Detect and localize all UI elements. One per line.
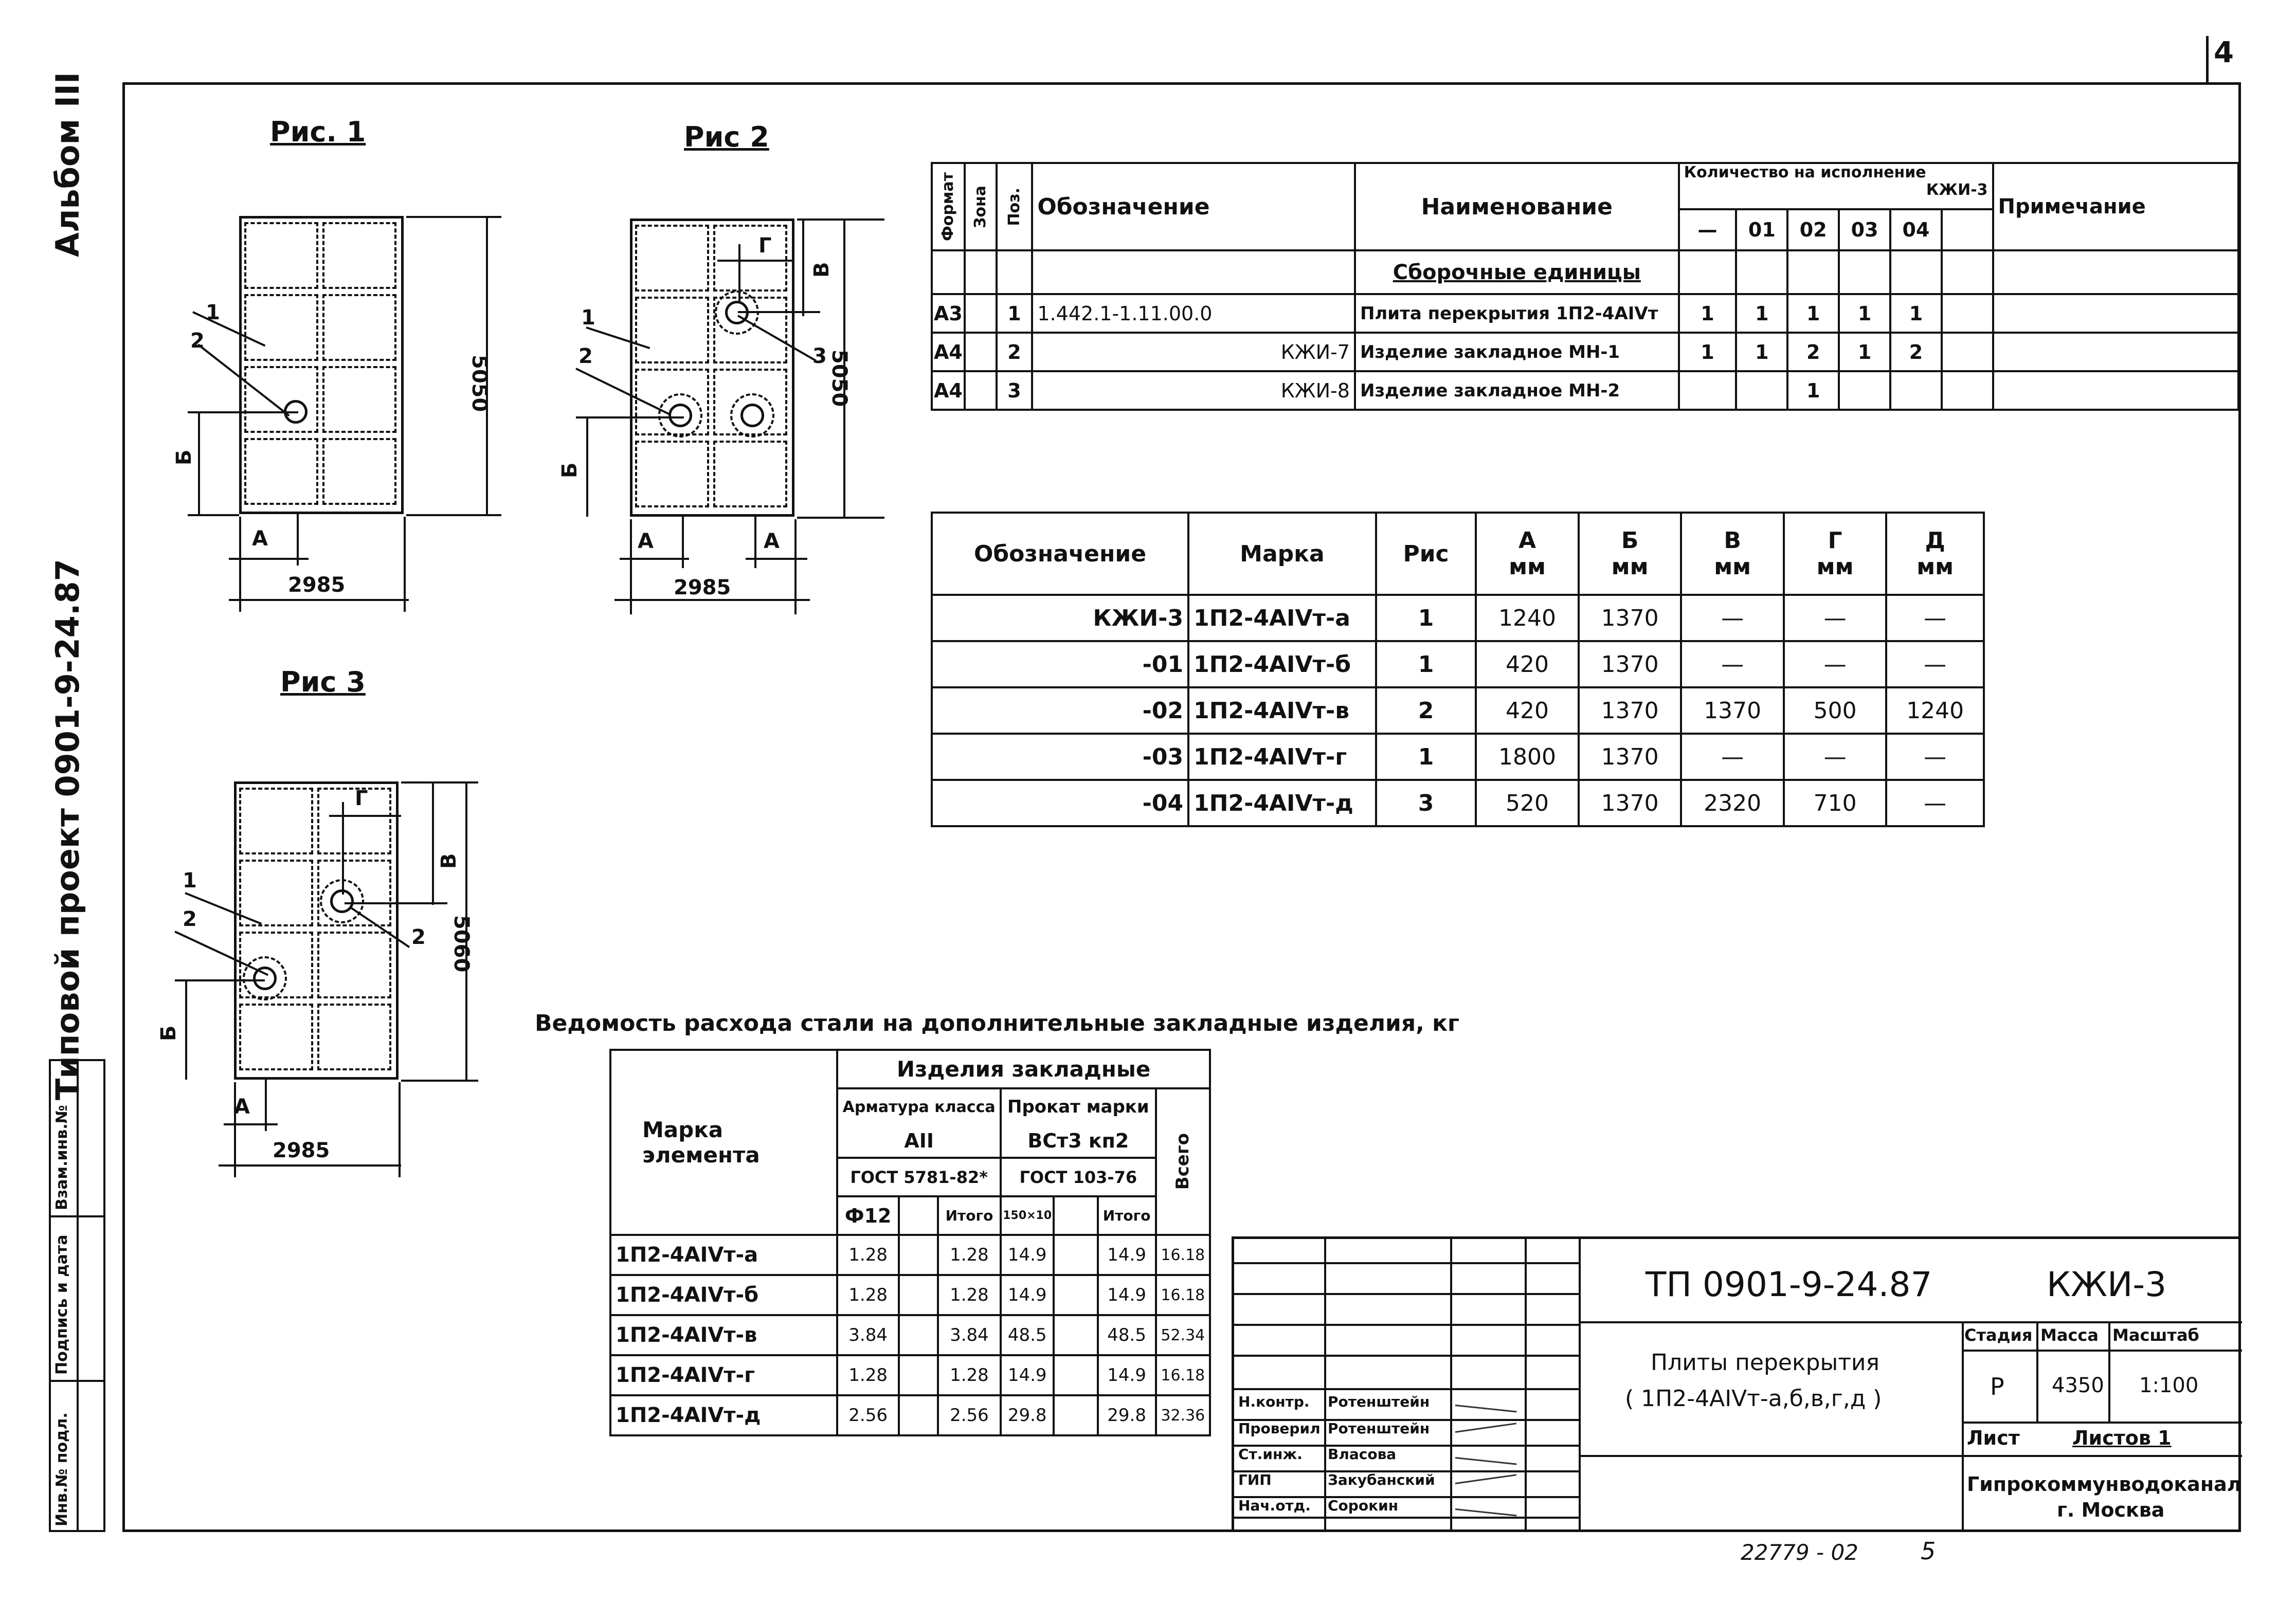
steel-marka: 1П2-4АIVт-г bbox=[610, 1355, 837, 1395]
spec-zone bbox=[965, 294, 997, 333]
dims-g: — bbox=[1784, 595, 1886, 641]
steel-marka: 1П2-4АIVт-б bbox=[610, 1275, 837, 1315]
figure-2-pos-1: 1 bbox=[581, 306, 595, 330]
steel-table bbox=[609, 1049, 1211, 1436]
dims-ris: 1 bbox=[1376, 641, 1476, 687]
figure-1-cell bbox=[322, 366, 396, 433]
sheet-number: 4 bbox=[2214, 36, 2234, 69]
figure-2-embed-left bbox=[668, 404, 692, 427]
dims-v: — bbox=[1681, 641, 1784, 687]
figure-3-dim-b: Б bbox=[157, 1025, 180, 1041]
spec-h-pos: Поз. bbox=[1005, 187, 1024, 226]
spec-h-zone: Зона bbox=[971, 185, 990, 228]
steel-title: Ведомость расхода стали на дополнительные закладные изделия, кг bbox=[535, 1010, 1460, 1036]
steel-marka: 1П2-4АIVт-а bbox=[610, 1235, 837, 1275]
spec-h-naim: Наименование bbox=[1355, 163, 1679, 250]
table-row bbox=[932, 734, 1984, 780]
figure-2-pos-2: 2 bbox=[578, 344, 593, 368]
spec-h-02: 02 bbox=[1787, 209, 1839, 250]
tb-mass: 4350 bbox=[2052, 1374, 2104, 1397]
dims-a: 520 bbox=[1476, 780, 1579, 826]
tb-name-2: ( 1П2-4АIVт-а,б,в,г,д ) bbox=[1625, 1386, 1882, 1412]
table-row bbox=[610, 1275, 1210, 1315]
figure-2-dim-v: В bbox=[810, 262, 834, 278]
table-row bbox=[932, 333, 2238, 371]
dims-v: — bbox=[1681, 595, 1784, 641]
spec-qty: 1 bbox=[1787, 294, 1839, 333]
figure-1-cell bbox=[244, 294, 318, 361]
figure-2-dim-a2: А bbox=[764, 530, 780, 553]
figure-1-width: 2985 bbox=[288, 573, 346, 597]
tb-person: Закубанский bbox=[1328, 1471, 1435, 1488]
spec-h-prim: Примечание bbox=[1993, 163, 2238, 250]
figure-1-pos-2: 2 bbox=[190, 329, 205, 353]
steel-h-arm-cls: АII bbox=[837, 1124, 1001, 1158]
dims-ris: 1 bbox=[1376, 734, 1476, 780]
figure-3-height: 5060 bbox=[449, 915, 473, 973]
dims-oboz: КЖИ-3 bbox=[932, 595, 1188, 641]
tb-person: Ротенштейн bbox=[1328, 1393, 1430, 1410]
signature-mark bbox=[1455, 1423, 1516, 1433]
figure-1-title: Рис. 1 bbox=[270, 116, 366, 148]
dims-unit-a: мм bbox=[1509, 554, 1546, 580]
steel-prokat: 48.5 bbox=[1001, 1315, 1054, 1355]
dims-marka: 1П2-4АIVт-д bbox=[1188, 780, 1376, 826]
steel-f12: 1.28 bbox=[837, 1355, 899, 1395]
spec-qty-empty bbox=[1942, 371, 1993, 410]
dims-oboz: -03 bbox=[932, 734, 1188, 780]
dims-unit-d: мм bbox=[1917, 554, 1954, 580]
dims-marka: 1П2-4АIVт-а bbox=[1188, 595, 1376, 641]
table-row bbox=[610, 1355, 1210, 1395]
figure-2-pos-3: 3 bbox=[812, 344, 827, 368]
spec-pos: 1 bbox=[997, 294, 1033, 333]
figure-2-embed-right bbox=[740, 404, 764, 427]
dims-v: — bbox=[1681, 734, 1784, 780]
dims-oboz: -01 bbox=[932, 641, 1188, 687]
steel-empty bbox=[1054, 1355, 1097, 1395]
figure-2-cell bbox=[635, 297, 709, 363]
stamp-podpis: Подпись и дата bbox=[53, 1234, 71, 1375]
tb-role: Нач.отд. bbox=[1238, 1497, 1311, 1514]
spec-qty: 1 bbox=[1787, 371, 1839, 410]
dims-b: 1370 bbox=[1579, 687, 1682, 734]
album-label: Альбом III bbox=[49, 72, 86, 257]
spec-naim: Изделие закладное МН-1 bbox=[1355, 333, 1679, 371]
steel-marka: 1П2-4АIVт-д bbox=[610, 1395, 837, 1435]
tb-role: ГИП bbox=[1238, 1471, 1272, 1488]
steel-h-f12: Ф12 bbox=[837, 1196, 899, 1235]
tb-h-list: Лист bbox=[1967, 1427, 2020, 1449]
spec-zone bbox=[965, 333, 997, 371]
stamp-inv: Инв.№ подл. bbox=[53, 1412, 71, 1526]
table-row bbox=[610, 1315, 1210, 1355]
tb-scale: 1:100 bbox=[2139, 1374, 2199, 1397]
dims-unit-b: мм bbox=[1611, 554, 1649, 580]
dims-h-a: А bbox=[1518, 527, 1536, 554]
table-row bbox=[610, 1235, 1210, 1275]
dims-b: 1370 bbox=[1579, 641, 1682, 687]
spec-h-dash: — bbox=[1679, 209, 1737, 250]
steel-empty bbox=[899, 1235, 938, 1275]
steel-itogo2: 29.8 bbox=[1098, 1395, 1156, 1435]
dims-a: 420 bbox=[1476, 641, 1579, 687]
steel-itogo: 3.84 bbox=[938, 1315, 1001, 1355]
steel-h-vsego: Всего bbox=[1172, 1133, 1194, 1190]
spec-qty: 1 bbox=[1736, 294, 1787, 333]
tb-person: Ротенштейн bbox=[1328, 1420, 1430, 1437]
steel-itogo2: 14.9 bbox=[1098, 1235, 1156, 1275]
dims-ris: 2 bbox=[1376, 687, 1476, 734]
spec-qty: 1 bbox=[1679, 333, 1737, 371]
tb-h-listov: Листов 1 bbox=[2072, 1427, 2172, 1449]
figure-1-dim-b: Б bbox=[172, 449, 196, 465]
dims-ris: 3 bbox=[1376, 780, 1476, 826]
spec-oboz: 1.442.1-1.11.00.0 bbox=[1032, 294, 1355, 333]
figure-1-cell bbox=[322, 294, 396, 361]
dims-g: 710 bbox=[1784, 780, 1886, 826]
dims-a: 1240 bbox=[1476, 595, 1579, 641]
figure-3-dim-g: Г bbox=[355, 787, 368, 810]
dims-h-marka: Марка bbox=[1188, 513, 1376, 595]
dims-a: 1800 bbox=[1476, 734, 1579, 780]
figure-2-height: 5050 bbox=[827, 350, 851, 407]
figure-2-cell bbox=[635, 441, 709, 507]
tb-doc: КЖИ-3 bbox=[2047, 1265, 2167, 1304]
steel-empty bbox=[899, 1355, 938, 1395]
steel-h-itogo2: Итого bbox=[1098, 1196, 1156, 1235]
figure-1-height: 5050 bbox=[467, 355, 491, 412]
dims-unit-g: мм bbox=[1816, 554, 1854, 580]
tb-org-1: Гипрокоммунводоканал bbox=[1967, 1473, 2241, 1496]
tb-org-2: г. Москва bbox=[2057, 1499, 2165, 1521]
dims-v: 2320 bbox=[1681, 780, 1784, 826]
dims-oboz: -02 bbox=[932, 687, 1188, 734]
steel-itogo: 2.56 bbox=[938, 1395, 1001, 1435]
title-block bbox=[1232, 1236, 2241, 1532]
dims-d: — bbox=[1886, 734, 1984, 780]
signature-mark bbox=[1455, 1457, 1517, 1465]
table-row bbox=[932, 641, 1984, 687]
steel-f12: 1.28 bbox=[837, 1235, 899, 1275]
spec-qty: 2 bbox=[1890, 333, 1942, 371]
spec-zone bbox=[965, 371, 997, 410]
figure-2-cell bbox=[635, 225, 709, 292]
spec-qty: 1 bbox=[1839, 294, 1890, 333]
tb-h-scale: Масштаб bbox=[2112, 1325, 2199, 1345]
dims-b: 1370 bbox=[1579, 780, 1682, 826]
steel-empty bbox=[899, 1275, 938, 1315]
approval-stamp bbox=[49, 1059, 105, 1532]
steel-itogo2: 14.9 bbox=[1098, 1355, 1156, 1395]
dims-ris: 1 bbox=[1376, 595, 1476, 641]
spec-qty bbox=[1839, 371, 1890, 410]
tb-stage: Р bbox=[1990, 1373, 2004, 1400]
dims-b: 1370 bbox=[1579, 595, 1682, 641]
steel-h-prok: Прокат марки bbox=[1001, 1088, 1156, 1124]
dims-unit-v: мм bbox=[1714, 554, 1751, 580]
tb-code: ТП 0901-9-24.87 bbox=[1646, 1265, 1932, 1304]
table-row bbox=[932, 294, 2238, 333]
spec-format: А4 bbox=[932, 371, 965, 410]
figure-3-pos-2b: 2 bbox=[411, 925, 426, 949]
spec-h-format: Формат bbox=[939, 172, 957, 241]
figure-1-cell bbox=[322, 222, 396, 289]
steel-h-itogo: Итого bbox=[938, 1196, 1001, 1235]
dims-g: — bbox=[1784, 641, 1886, 687]
spec-qty bbox=[1679, 371, 1737, 410]
steel-empty bbox=[899, 1395, 938, 1435]
spec-qty: 1 bbox=[1736, 333, 1787, 371]
spec-h-01: 01 bbox=[1736, 209, 1787, 250]
dims-marka: 1П2-4АIVт-в bbox=[1188, 687, 1376, 734]
steel-empty bbox=[1054, 1315, 1097, 1355]
steel-itogo2: 14.9 bbox=[1098, 1275, 1156, 1315]
steel-prokat: 29.8 bbox=[1001, 1395, 1054, 1435]
dims-d: — bbox=[1886, 641, 1984, 687]
dimensions-table bbox=[931, 512, 1985, 827]
spec-qty bbox=[1890, 371, 1942, 410]
spec-naim: Плита перекрытия 1П2-4АIVт bbox=[1355, 294, 1679, 333]
spec-oboz: КЖИ-8 bbox=[1032, 371, 1355, 410]
steel-f12: 1.28 bbox=[837, 1275, 899, 1315]
spec-qty-empty bbox=[1942, 294, 1993, 333]
figure-1-cell bbox=[244, 438, 318, 505]
steel-total: 16.18 bbox=[1156, 1275, 1210, 1315]
dims-h-g: Г bbox=[1828, 527, 1842, 554]
steel-h-prok-mark: ВСт3 кп2 bbox=[1001, 1124, 1156, 1158]
project-label: Типовой проект 0901-9-24.87 bbox=[49, 559, 86, 1100]
spec-qty: 1 bbox=[1839, 333, 1890, 371]
spec-qty-empty bbox=[1942, 333, 1993, 371]
steel-itogo: 1.28 bbox=[938, 1235, 1001, 1275]
dims-a: 420 bbox=[1476, 687, 1579, 734]
steel-total: 16.18 bbox=[1156, 1355, 1210, 1395]
dims-h-v: В bbox=[1724, 527, 1741, 554]
steel-itogo: 1.28 bbox=[938, 1355, 1001, 1395]
steel-h-marka: Марка элемента bbox=[610, 1050, 837, 1235]
stamp-vzam: Взам.инв.№ bbox=[53, 1105, 71, 1210]
tb-role: Проверил bbox=[1238, 1420, 1321, 1437]
dims-marka: 1П2-4АIVт-б bbox=[1188, 641, 1376, 687]
dims-oboz: -04 bbox=[932, 780, 1188, 826]
steel-total: 32.36 bbox=[1156, 1395, 1210, 1435]
figure-3-pos-2: 2 bbox=[183, 907, 197, 931]
spec-format: А4 bbox=[932, 333, 965, 371]
spec-h-04: 04 bbox=[1890, 209, 1942, 250]
steel-itogo2: 48.5 bbox=[1098, 1315, 1156, 1355]
figure-3-cell bbox=[239, 1004, 313, 1070]
figure-3-cell bbox=[317, 1004, 391, 1070]
tb-role: Н.контр. bbox=[1238, 1393, 1310, 1410]
figure-3-pos-1: 1 bbox=[183, 869, 197, 892]
figure-2-width: 2985 bbox=[674, 576, 731, 599]
figure-1-cell bbox=[244, 222, 318, 289]
spec-section: Сборочные единицы bbox=[1393, 260, 1641, 284]
dims-h-b: Б bbox=[1621, 527, 1639, 554]
dims-d: 1240 bbox=[1886, 687, 1984, 734]
steel-marka: 1П2-4АIVт-в bbox=[610, 1315, 837, 1355]
steel-itogo: 1.28 bbox=[938, 1275, 1001, 1315]
spec-h-qty-sub: КЖИ-3 bbox=[1926, 181, 1988, 199]
sheet-number-tick bbox=[2206, 36, 2209, 85]
steel-empty bbox=[1054, 1275, 1097, 1315]
figure-3-cell bbox=[239, 860, 313, 926]
dims-h-ris: Рис bbox=[1376, 513, 1476, 595]
figure-2-cell bbox=[713, 225, 787, 292]
dims-b: 1370 bbox=[1579, 734, 1682, 780]
steel-empty bbox=[1054, 1395, 1097, 1435]
table-row bbox=[932, 371, 2238, 410]
spec-h-qty: Количество на исполнение bbox=[1684, 163, 1926, 181]
steel-h-izd: Изделия закладные bbox=[837, 1050, 1210, 1088]
table-row bbox=[610, 1395, 1210, 1435]
table-row bbox=[932, 780, 1984, 826]
table-row bbox=[932, 595, 1984, 641]
spec-h-03: 03 bbox=[1839, 209, 1890, 250]
spec-qty: 1 bbox=[1890, 294, 1942, 333]
steel-prokat: 14.9 bbox=[1001, 1275, 1054, 1315]
spec-prim bbox=[1993, 371, 2238, 410]
table-row bbox=[932, 687, 1984, 734]
spec-pos: 2 bbox=[997, 333, 1033, 371]
spec-qty: 2 bbox=[1787, 333, 1839, 371]
spec-oboz: КЖИ-7 bbox=[1032, 333, 1355, 371]
steel-prokat: 14.9 bbox=[1001, 1235, 1054, 1275]
signature-mark bbox=[1455, 1508, 1517, 1517]
steel-h-150: 150×10 bbox=[1001, 1196, 1054, 1235]
spec-qty bbox=[1736, 371, 1787, 410]
steel-h-arm: Арматура класса bbox=[837, 1088, 1001, 1124]
figure-3-dim-v: В bbox=[437, 853, 461, 869]
spec-format: А3 bbox=[932, 294, 965, 333]
dims-v: 1370 bbox=[1681, 687, 1784, 734]
signature-mark bbox=[1455, 1474, 1516, 1484]
spec-naim: Изделие закладное МН-2 bbox=[1355, 371, 1679, 410]
steel-h-prok-gost: ГОСТ 103-76 bbox=[1001, 1158, 1156, 1196]
tb-person: Сорокин bbox=[1328, 1497, 1399, 1514]
dims-h-oboz: Обозначение bbox=[932, 513, 1188, 595]
dims-marka: 1П2-4АIVт-г bbox=[1188, 734, 1376, 780]
figure-2-dim-b: Б bbox=[558, 462, 582, 478]
dims-h-d: Д bbox=[1925, 527, 1945, 554]
figure-3-cell bbox=[317, 788, 391, 854]
steel-f12: 2.56 bbox=[837, 1395, 899, 1435]
tb-name-1: Плиты перекрытия bbox=[1651, 1350, 1879, 1376]
steel-f12: 3.84 bbox=[837, 1315, 899, 1355]
figure-2-title: Рис 2 bbox=[684, 121, 769, 153]
steel-prokat: 14.9 bbox=[1001, 1355, 1054, 1395]
spec-prim bbox=[1993, 294, 2238, 333]
figure-1-cell bbox=[244, 366, 318, 433]
steel-empty bbox=[1054, 1235, 1097, 1275]
figure-2-dim-a: А bbox=[638, 530, 654, 553]
figure-2-cell bbox=[713, 441, 787, 507]
spec-h-oboz: Обозначение bbox=[1032, 163, 1355, 250]
figure-3-cell bbox=[239, 788, 313, 854]
steel-h-arm-gost: ГОСТ 5781-82* bbox=[837, 1158, 1001, 1196]
figure-1-cell bbox=[322, 438, 396, 505]
dims-g: 500 bbox=[1784, 687, 1886, 734]
figure-1-dim-a: А bbox=[252, 527, 268, 551]
footer-page: 5 bbox=[1921, 1537, 1936, 1565]
tb-person: Власова bbox=[1328, 1446, 1397, 1463]
figure-1-pos-1: 1 bbox=[206, 301, 220, 324]
figure-3-width: 2985 bbox=[273, 1139, 330, 1162]
figure-2-dim-g: Г bbox=[758, 234, 772, 258]
tb-h-stage: Стадия bbox=[1964, 1325, 2033, 1345]
steel-total: 52.34 bbox=[1156, 1315, 1210, 1355]
tb-h-mass: Масса bbox=[2040, 1325, 2099, 1345]
dims-d: — bbox=[1886, 780, 1984, 826]
dims-g: — bbox=[1784, 734, 1886, 780]
spec-prim bbox=[1993, 333, 2238, 371]
spec-pos: 3 bbox=[997, 371, 1033, 410]
tb-role: Ст.инж. bbox=[1238, 1446, 1303, 1463]
figure-3-title: Рис 3 bbox=[280, 666, 366, 698]
specification-table bbox=[931, 162, 2239, 411]
dims-d: — bbox=[1886, 595, 1984, 641]
signature-mark bbox=[1455, 1405, 1517, 1413]
steel-total: 16.18 bbox=[1156, 1235, 1210, 1275]
footer-number: 22779 - 02 bbox=[1741, 1540, 1858, 1565]
figure-3-dim-a: А bbox=[234, 1095, 250, 1119]
spec-qty: 1 bbox=[1679, 294, 1737, 333]
steel-empty bbox=[899, 1315, 938, 1355]
figure-3-cell bbox=[317, 932, 391, 998]
